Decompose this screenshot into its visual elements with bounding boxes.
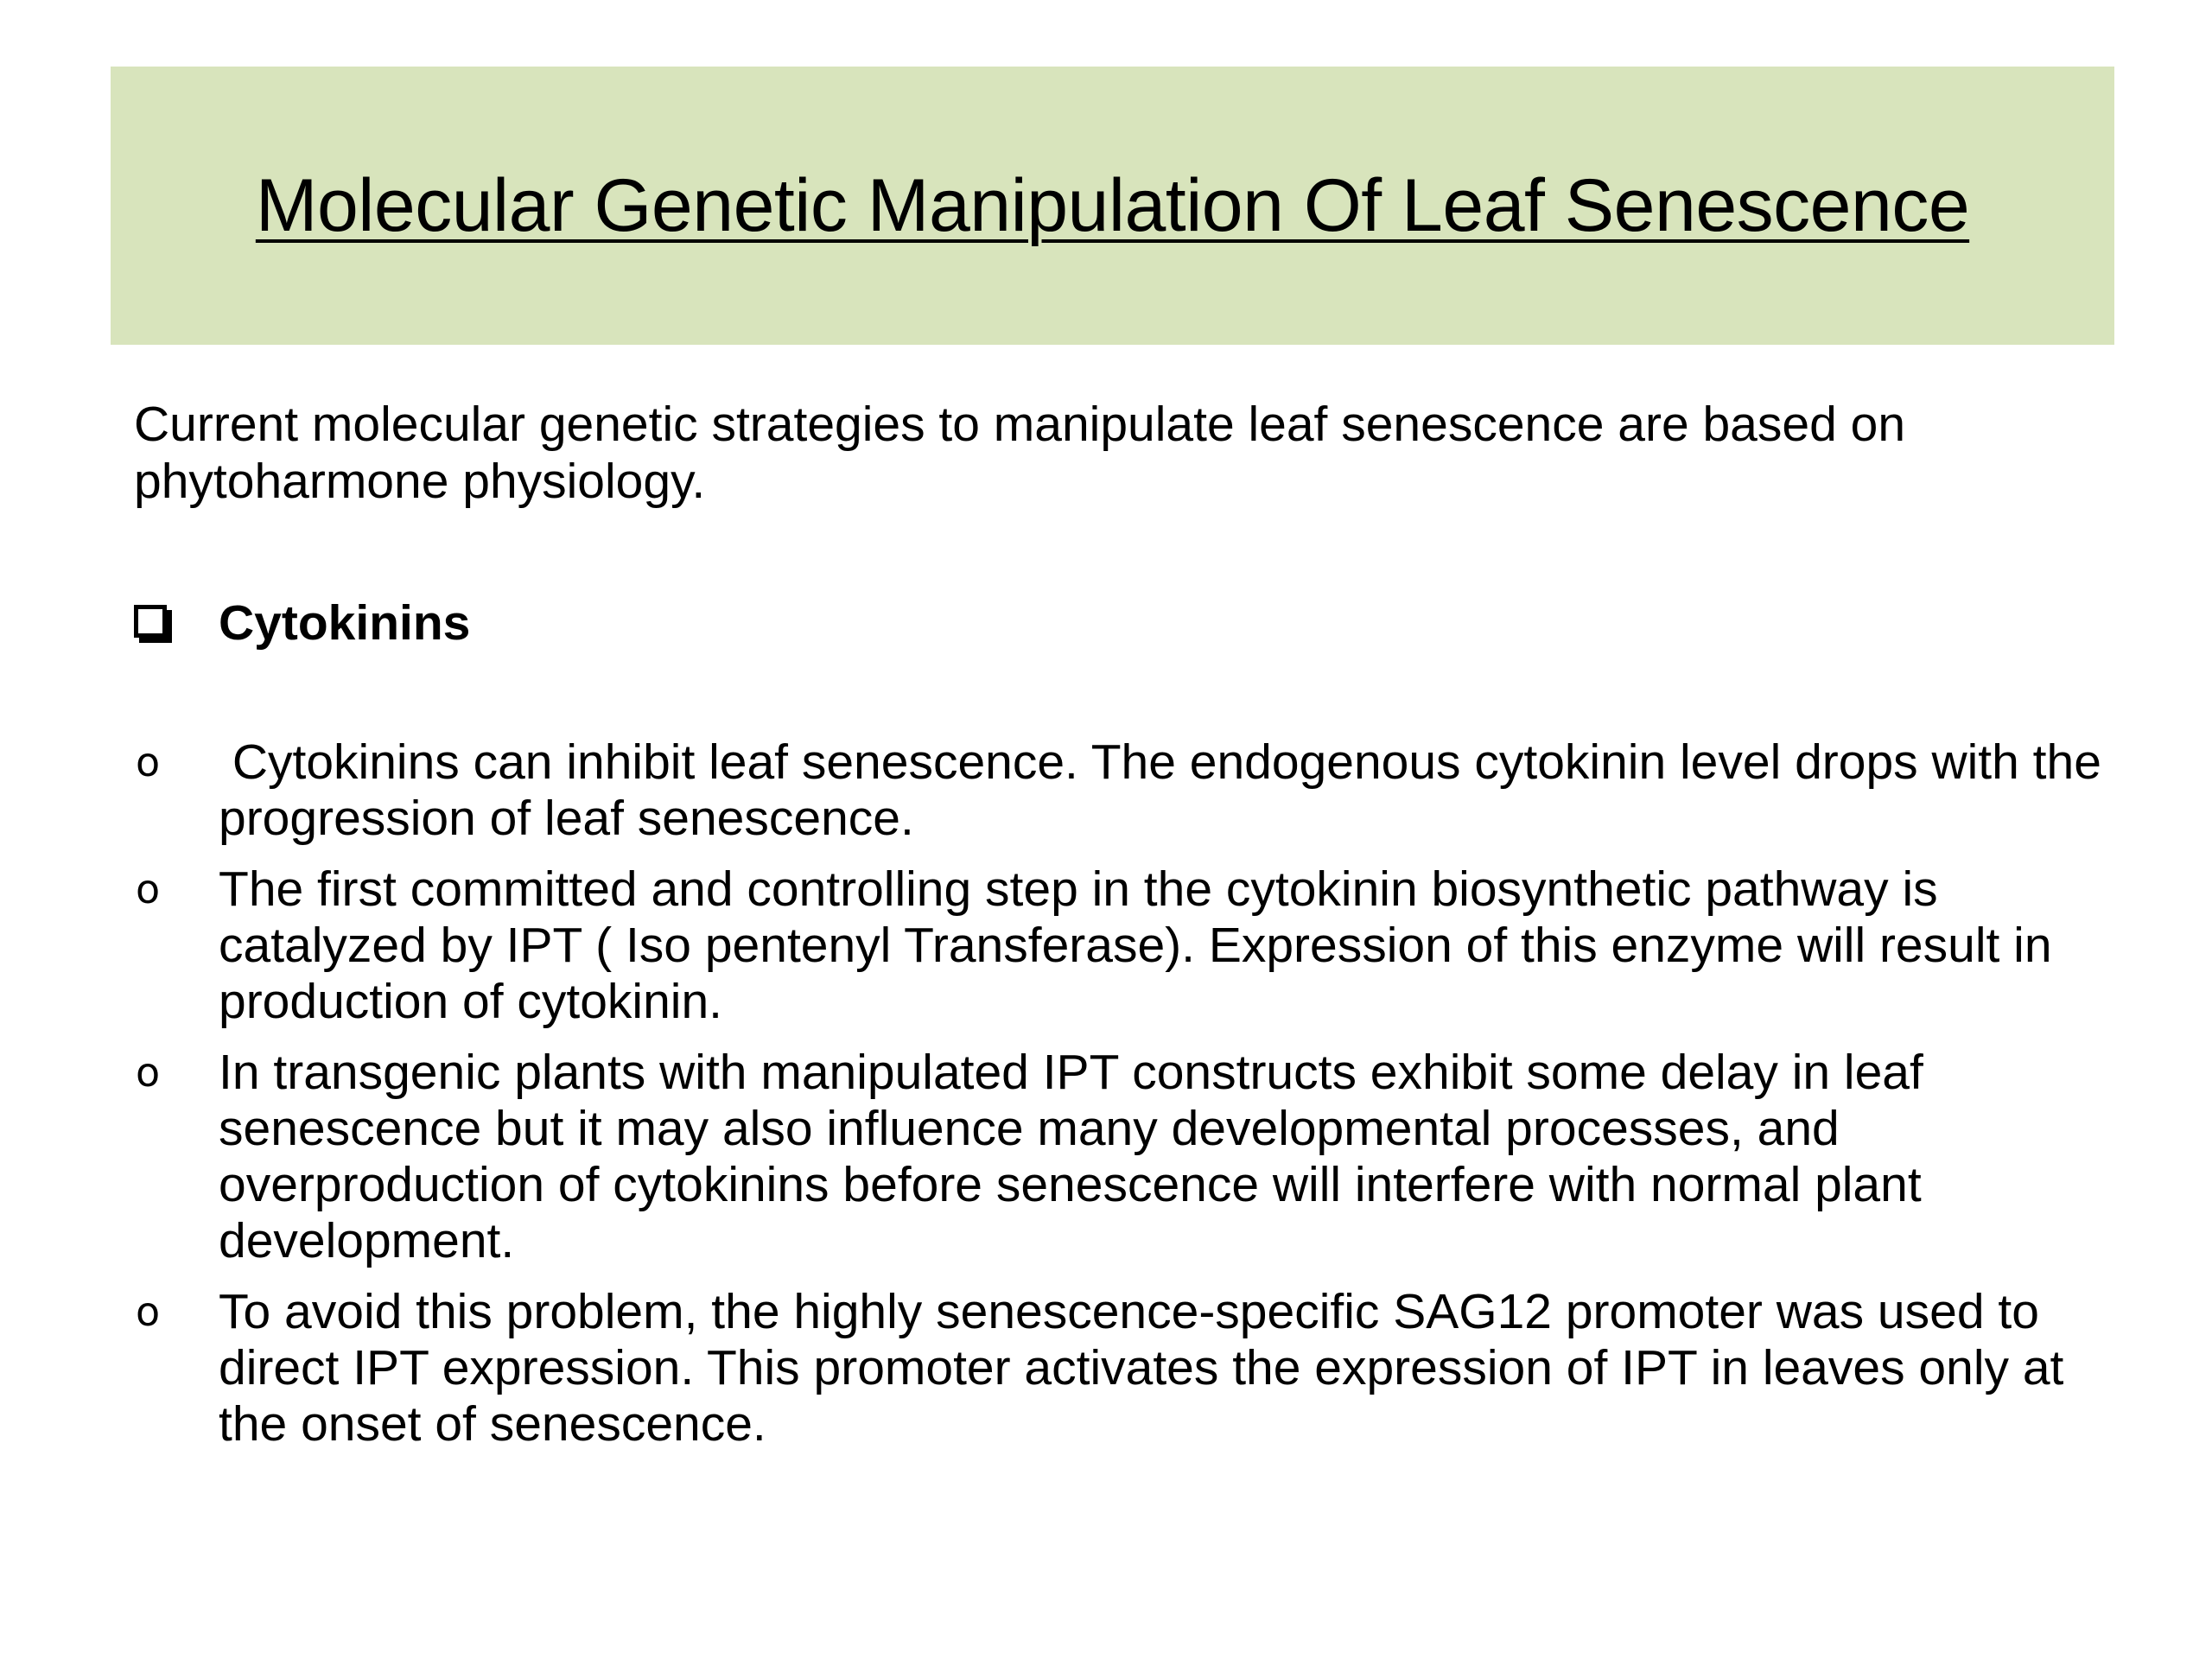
bullet-item xyxy=(134,1045,2113,1269)
slide-title: Molecular Genetic Manipulation Of Leaf Senescence xyxy=(255,163,1970,247)
bullet-item xyxy=(134,861,2113,1030)
section-heading xyxy=(134,593,470,653)
bullet-text: To avoid this problem, the highly senescence-specific SAG12 promoter was used to direct IPT expression. This promoter activates the expression of IPT in leaves only at the onset of senescence. xyxy=(219,1284,2064,1452)
bullet-text: In transgenic plants with manipulated IPT constructs exhibit some delay in leaf senescence but it may also influence many developmental processes, and overproduction of cytokinins before senescence will interfere with normal plant development. xyxy=(219,1045,1923,1268)
bullet-marker: o xyxy=(136,1049,161,1096)
bullet-marker: o xyxy=(136,1288,161,1335)
bullet-text: Cytokinins can inhibit leaf senescence. The endogenous cytokinin level drops with the progression of leaf senescence. xyxy=(219,734,2115,846)
section-heading-label: Cytokinins xyxy=(219,595,471,651)
bullet-list xyxy=(134,734,2113,1467)
intro-paragraph: Current molecular genetic strategies to manipulate leaf senescence are based on phytoharmone physiology. xyxy=(134,397,1906,509)
title-band xyxy=(111,67,2114,345)
bullet-item xyxy=(134,1284,2113,1452)
bullet-item xyxy=(134,734,2113,847)
bullet-marker: o xyxy=(136,866,161,912)
bullet-marker: o xyxy=(136,739,161,785)
bullet-text: The first committed and controlling step in the cytokinin biosynthetic pathway is catalyzed by IPT ( Iso pentenyl Transferase). Expression of this enzyme will result in production of cytokinin. xyxy=(219,861,2052,1029)
checkbox-bullet-icon xyxy=(134,605,167,638)
